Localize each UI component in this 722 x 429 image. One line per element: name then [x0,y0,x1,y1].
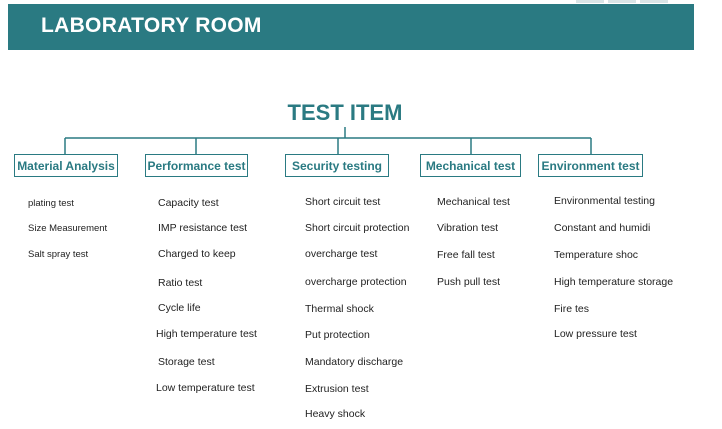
list-item: Charged to keep [158,248,236,260]
category-performance-test: Performance test [145,154,248,177]
list-item: overcharge protection [305,276,407,288]
list-item: overcharge test [305,248,378,260]
category-mechanical-test: Mechanical test [420,154,521,177]
list-item: Temperature shoc [554,249,639,261]
list-item: Mandatory discharge [305,356,404,368]
list-item: Cycle life [158,302,201,314]
list-item: Put protection [305,329,370,341]
page-title: LABORATORY ROOM [41,14,262,37]
list-item: Storage test [158,356,215,368]
list-item: IMP resistance test [158,222,248,234]
list-item: Salt spray test [28,249,89,260]
list-item: Fire tes [554,303,590,315]
category-environment-test: Environment test [538,154,643,177]
list-item: Thermal shock [305,303,374,315]
list-item: Size Measurement [28,223,108,234]
list-item: Mechanical test [437,196,510,208]
list-item: Short circuit protection [305,222,410,234]
list-item: Low temperature test [156,382,255,394]
category-material-analysis: Material Analysis [14,154,118,177]
list-item: Capacity test [158,197,219,209]
list-item: Low pressure test [554,328,637,340]
list-item: Extrusion test [305,383,369,395]
list-item: High temperature storage [554,276,674,288]
list-item: Heavy shock [305,408,366,420]
diagram-title: TEST ITEM [287,100,403,125]
list-item: High temperature test [156,328,257,340]
list-item: Free fall test [437,249,495,261]
list-item: Push pull test [437,276,501,288]
list-item: plating test [28,198,74,209]
list-item: Environmental testing [554,195,655,207]
category-security-testing: Security testing [285,154,389,177]
list-item: Ratio test [158,277,203,289]
list-item: Short circuit test [305,196,381,208]
list-item: Vibration test [437,222,499,234]
list-item: Constant and humidi [554,222,651,234]
